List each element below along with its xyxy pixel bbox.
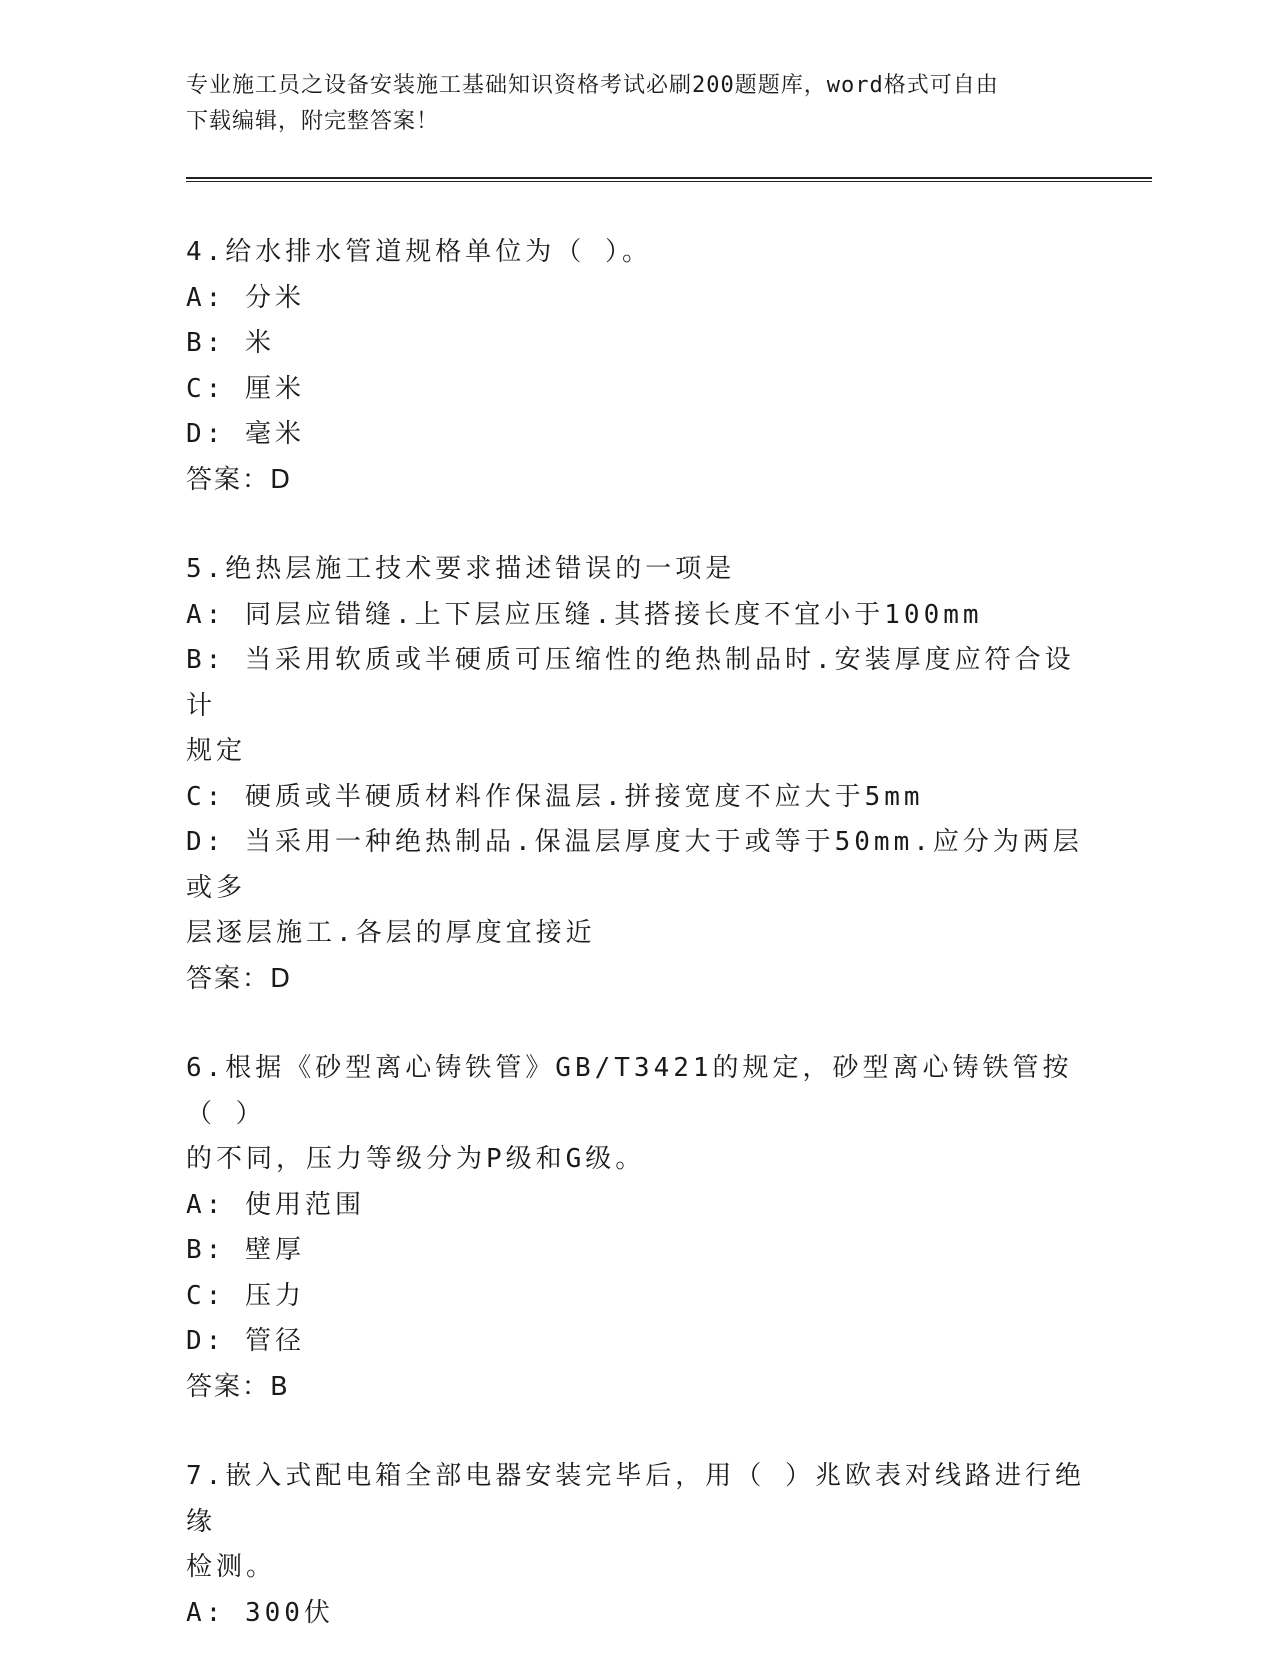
header-divider — [186, 177, 1152, 182]
option-c: C: 厘米 — [186, 373, 305, 404]
question-stem: 6.根据《砂型离心铸铁管》GB/T3421的规定，砂型离心铸铁管按（ ） 的不同，压力等级分为P级和G级。 — [186, 1053, 1073, 1174]
question-7 — [186, 1454, 1086, 1636]
option-b: B: 米 — [186, 328, 275, 358]
option-a: A: 同层应错缝.上下层应压缝.其搭接长度不宜小于100mm — [186, 599, 983, 630]
document-header — [186, 68, 1086, 140]
option-d: D: 毫米 — [186, 419, 305, 449]
option-a: A: 使用范围 — [186, 1189, 365, 1220]
question-4 — [186, 230, 1086, 503]
option-a: A: 300伏 — [186, 1597, 334, 1628]
header-line-2: 下载编辑，附完整答案！ — [186, 109, 440, 134]
question-6 — [186, 1046, 1086, 1410]
answer-line: 答案：D — [186, 963, 293, 994]
option-c: C: 压力 — [186, 1280, 305, 1311]
question-stem: 5.绝热层施工技术要求描述错误的一项是 — [186, 554, 736, 584]
question-stem: 7.嵌入式配电箱全部电器安装完毕后，用（ ）兆欧表对线路进行绝缘 检测。 — [186, 1461, 1085, 1582]
question-list — [186, 230, 1086, 1680]
option-b: B: 当采用软质或半硬质可压缩性的绝热制品时.安装厚度应符合设计 规定 — [186, 645, 1075, 766]
answer-line: 答案：D — [186, 464, 293, 495]
answer-line: 答案：B — [186, 1371, 290, 1402]
option-d: D: 管径 — [186, 1326, 305, 1356]
question-stem: 4.给水排水管道规格单位为（ ）。 — [186, 237, 652, 267]
option-d: D: 当采用一种绝热制品.保温层厚度大于或等于50mm.应分为两层或多 层逐层施工.各层的厚度宜接近 — [186, 827, 1083, 948]
option-c: C: 硬质或半硬质材料作保温层.拼接宽度不应大于5mm — [186, 781, 924, 812]
option-b: B: 壁厚 — [186, 1235, 305, 1265]
question-5 — [186, 547, 1086, 1002]
option-a: A: 分米 — [186, 282, 305, 313]
header-line-1: 专业施工员之设备安装施工基础知识资格考试必刷200题题库，word格式可自由 — [186, 73, 999, 98]
